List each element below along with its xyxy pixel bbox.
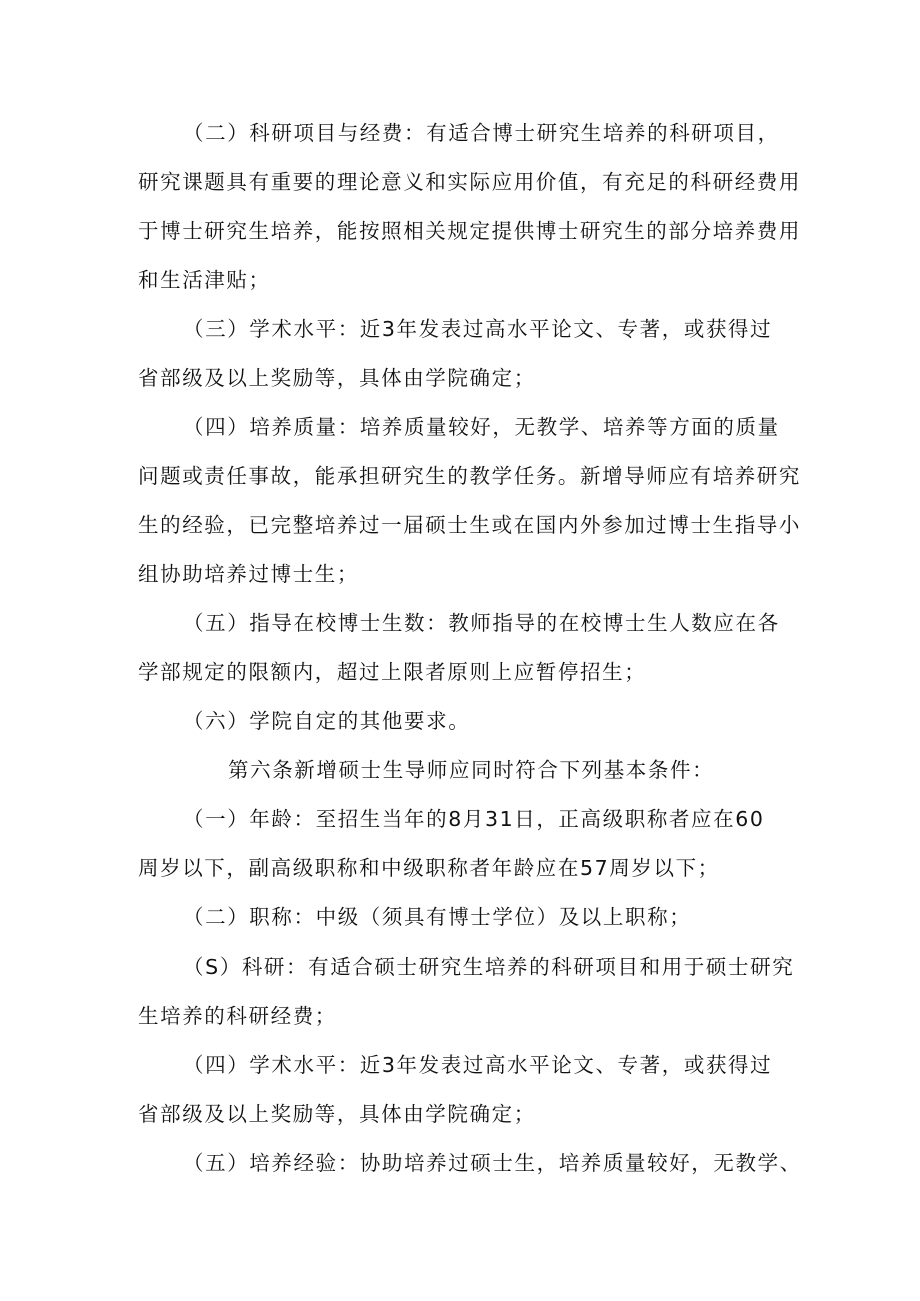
paragraph-line: 省部级及以上奖励等，具体由学院确定； (138, 366, 536, 390)
paragraph-line: 组协助培养过博士生； (138, 562, 359, 586)
paragraph-line: 学部规定的限额内，超过上限者原则上应暂停招生； (138, 660, 647, 684)
paragraph-line: （一）年龄：至招生当年的8月31日，正高级职称者应在60 (183, 807, 765, 831)
paragraph-line: （五）指导在校博士生数：教师指导的在校博士生人数应在各 (183, 611, 780, 635)
paragraph-line: 研究课题具有重要的理论意义和实际应用价值，有充足的科研经费用 (138, 170, 801, 194)
paragraph-line: （五）培养经验：协助培养过硕士生，培养质量较好，无教学、 (183, 1151, 802, 1175)
paragraph-line: 于博士研究生培养，能按照相关规定提供博士研究生的部分培养费用 (138, 219, 801, 243)
paragraph-line: 和生活津贴； (138, 268, 271, 292)
paragraph-line: （六）学院自定的其他要求。 (183, 709, 471, 733)
paragraph-line: 问题或责任事故，能承担研究生的教学任务。新增导师应有培养研究 (138, 464, 801, 488)
paragraph-line: 周岁以下，副高级职称和中级职称者年龄应在57周岁以下； (138, 856, 720, 880)
paragraph-line: （四）学术水平：近3年发表过高水平论文、专著，或获得过 (183, 1053, 773, 1077)
paragraph-line: 生培养的科研经费； (138, 1004, 337, 1028)
paragraph-line: 生的经验，已完整培养过一届硕士生或在国内外参加过博士生指导小 (138, 513, 801, 537)
paragraph-line: （四）培养质量：培养质量较好，无教学、培养等方面的质量 (183, 415, 780, 439)
paragraph-line: （二）科研项目与经费：有适合博士研究生培养的科研项目， (183, 121, 780, 145)
paragraph-line: 省部级及以上奖励等，具体由学院确定； (138, 1102, 536, 1126)
paragraph-line: （二）职称：中级（须具有博士学位）及以上职称； (183, 905, 692, 929)
paragraph-line: （三）学术水平：近3年发表过高水平论文、专著，或获得过 (183, 317, 773, 341)
article-heading: 第六条新增硕士生导师应同时符合下列基本条件： (228, 758, 715, 782)
paragraph-line: （S）科研：有适合硕士研究生培养的科研项目和用于硕士研究 (183, 955, 795, 979)
